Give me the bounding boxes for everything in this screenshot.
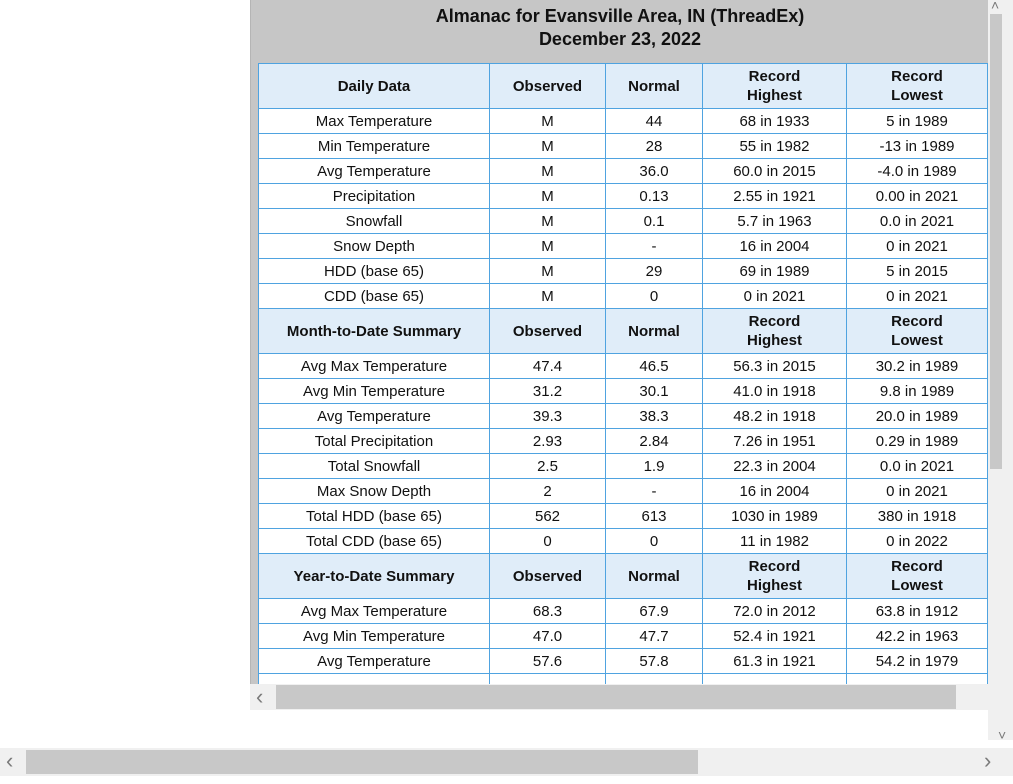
normal-cell: 0.1 (606, 209, 703, 234)
record-lowest-header-line-2: Lowest (891, 577, 943, 594)
normal-cell: 28 (606, 134, 703, 159)
page-scroll-left-arrow-icon[interactable]: ‹ (6, 748, 14, 773)
record-lowest-cell: -4.0 in 1989 (847, 159, 988, 184)
row-label: HDD (base 65) (259, 259, 490, 284)
record-lowest-cell: 42.2 in 1963 (847, 624, 988, 649)
normal-cell: 0 (606, 284, 703, 309)
observed-cell: 68.3 (490, 599, 606, 624)
record-lowest-cell: 0 in 2021 (847, 234, 988, 259)
table-row (259, 284, 988, 309)
scroll-down-arrow-icon[interactable]: ˅ (998, 727, 1007, 743)
record-lowest-header-line-1: Record (891, 313, 943, 330)
record-lowest-cell: 0 in 2021 (847, 479, 988, 504)
inner-scroll-left-arrow-icon[interactable]: ‹ (256, 684, 264, 709)
record-lowest-cell: 63.8 in 1912 (847, 599, 988, 624)
observed-cell: 31.2 (490, 379, 606, 404)
normal-cell: - (606, 234, 703, 259)
table-row (259, 504, 988, 529)
observed-cell: M (490, 284, 606, 309)
record-highest-cell: 1030 in 1989 (703, 504, 847, 529)
table-row (259, 159, 988, 184)
record-highest-cell: 41.0 in 1918 (703, 379, 847, 404)
record-highest-header-line-2: Highest (746, 87, 802, 104)
record-highest-cell: 0 in 2021 (703, 284, 847, 309)
observed-cell: 562 (490, 504, 606, 529)
table-row (259, 624, 988, 649)
record-lowest-header-line-2: Lowest (891, 87, 943, 104)
record-highest-cell: 60.0 in 2015 (703, 159, 847, 184)
record-lowest-cell: -13 in 1989 (847, 134, 988, 159)
record-highest-cell: 55 in 1982 (703, 134, 847, 159)
normal-header: Normal (606, 64, 703, 109)
row-label: Snowfall (259, 209, 490, 234)
page-scroll-right-arrow-icon[interactable]: › (984, 748, 992, 773)
record-highest-cell: 52.4 in 1921 (703, 624, 847, 649)
record-lowest-cell: 0.29 in 1989 (847, 429, 988, 454)
section-title: Year-to-Date Summary (259, 554, 490, 599)
observed-cell (490, 674, 606, 685)
normal-cell: 47.7 (606, 624, 703, 649)
record-highest-header-line-1: Record (748, 558, 801, 575)
section-header-row (259, 309, 988, 354)
record-highest-header (703, 554, 847, 599)
record-lowest-cell (847, 674, 988, 685)
observed-cell: 2 (490, 479, 606, 504)
row-label: Max Snow Depth (259, 479, 490, 504)
normal-cell: 36.0 (606, 159, 703, 184)
table-row (259, 674, 988, 685)
row-label: Min Temperature (259, 134, 490, 159)
row-label: Avg Min Temperature (259, 379, 490, 404)
table-row (259, 259, 988, 284)
record-lowest-cell: 0 in 2022 (847, 529, 988, 554)
row-label: Total Precipitation (259, 429, 490, 454)
normal-cell: 0 (606, 529, 703, 554)
record-highest-cell: 68 in 1933 (703, 109, 847, 134)
normal-cell: 29 (606, 259, 703, 284)
record-highest-cell: 5.7 in 1963 (703, 209, 847, 234)
record-lowest-cell: 0.0 in 2021 (847, 209, 988, 234)
observed-cell: M (490, 159, 606, 184)
record-highest-header-line-2: Highest (746, 332, 802, 349)
section-header-row (259, 64, 988, 109)
vertical-scrollbar[interactable] (988, 0, 1013, 743)
table-row (259, 529, 988, 554)
record-highest-cell (703, 674, 847, 685)
row-label: Avg Temperature (259, 404, 490, 429)
record-lowest-header-line-1: Record (891, 68, 943, 85)
row-label: Total CDD (base 65) (259, 529, 490, 554)
record-lowest-cell: 9.8 in 1989 (847, 379, 988, 404)
table-row (259, 109, 988, 134)
record-highest-cell: 2.55 in 1921 (703, 184, 847, 209)
observed-header: Observed (490, 554, 606, 599)
normal-cell: 30.1 (606, 379, 703, 404)
table-row (259, 599, 988, 624)
row-label: Total HDD (base 65) (259, 504, 490, 529)
record-lowest-header (847, 309, 988, 354)
page-horizontal-scrollbar[interactable] (0, 748, 1013, 776)
row-label: Avg Max Temperature (259, 354, 490, 379)
table-row (259, 479, 988, 504)
scroll-up-arrow-icon[interactable]: ˄ (991, 0, 1000, 13)
section-title: Daily Data (259, 64, 490, 109)
record-lowest-cell: 0 in 2021 (847, 284, 988, 309)
record-highest-cell: 48.2 in 1918 (703, 404, 847, 429)
record-highest-cell: 69 in 1989 (703, 259, 847, 284)
record-lowest-cell: 54.2 in 1979 (847, 649, 988, 674)
observed-cell: M (490, 234, 606, 259)
table-row (259, 184, 988, 209)
normal-cell: 613 (606, 504, 703, 529)
page-title (251, 0, 989, 53)
table-row (259, 209, 988, 234)
table-row (259, 429, 988, 454)
normal-cell: 0.13 (606, 184, 703, 209)
observed-cell: M (490, 184, 606, 209)
row-label: Avg Temperature (259, 159, 490, 184)
table-row (259, 379, 988, 404)
normal-cell: - (606, 479, 703, 504)
record-lowest-cell: 20.0 in 1989 (847, 404, 988, 429)
row-label: Total Snowfall (259, 454, 490, 479)
table-row (259, 234, 988, 259)
section-header-row (259, 554, 988, 599)
record-highest-cell: 61.3 in 1921 (703, 649, 847, 674)
almanac-table (258, 63, 988, 684)
record-highest-header (703, 64, 847, 109)
inner-horizontal-scroll-thumb[interactable] (276, 685, 956, 709)
normal-cell: 67.9 (606, 599, 703, 624)
record-highest-cell: 11 in 1982 (703, 529, 847, 554)
record-lowest-cell: 0.0 in 2021 (847, 454, 988, 479)
record-lowest-cell: 5 in 1989 (847, 109, 988, 134)
row-label: Snow Depth (259, 234, 490, 259)
record-lowest-cell: 30.2 in 1989 (847, 354, 988, 379)
observed-header: Observed (490, 309, 606, 354)
record-lowest-header (847, 64, 988, 109)
table-row (259, 649, 988, 674)
record-highest-cell: 72.0 in 2012 (703, 599, 847, 624)
record-highest-cell: 7.26 in 1951 (703, 429, 847, 454)
record-highest-header-line-1: Record (748, 68, 801, 85)
title-line-1: Almanac for Evansville Area, IN (ThreadEx) (435, 6, 805, 26)
row-label: Max Temperature (259, 109, 490, 134)
title-line-2: December 23, 2022 (538, 29, 702, 49)
observed-cell: 57.6 (490, 649, 606, 674)
record-lowest-cell: 380 in 1918 (847, 504, 988, 529)
normal-cell (606, 674, 703, 685)
normal-cell: 57.8 (606, 649, 703, 674)
record-highest-cell: 16 in 2004 (703, 479, 847, 504)
observed-cell: 39.3 (490, 404, 606, 429)
record-highest-header (703, 309, 847, 354)
record-lowest-header (847, 554, 988, 599)
observed-cell: 2.5 (490, 454, 606, 479)
row-label: Precipitation (259, 184, 490, 209)
table-row (259, 134, 988, 159)
record-highest-cell: 56.3 in 2015 (703, 354, 847, 379)
normal-cell: 1.9 (606, 454, 703, 479)
observed-cell: 0 (490, 529, 606, 554)
row-label: Avg Min Temperature (259, 624, 490, 649)
vertical-scroll-thumb[interactable] (990, 14, 1002, 469)
record-highest-cell: 22.3 in 2004 (703, 454, 847, 479)
record-lowest-cell: 0.00 in 2021 (847, 184, 988, 209)
record-lowest-header-line-2: Lowest (891, 332, 943, 349)
observed-cell: 47.4 (490, 354, 606, 379)
observed-cell: M (490, 134, 606, 159)
section-title: Month-to-Date Summary (259, 309, 490, 354)
row-label: CDD (base 65) (259, 284, 490, 309)
almanac-viewport (250, 0, 989, 684)
observed-header: Observed (490, 64, 606, 109)
table-row (259, 354, 988, 379)
normal-header: Normal (606, 309, 703, 354)
row-label: Avg Max Temperature (259, 599, 490, 624)
record-lowest-cell: 5 in 2015 (847, 259, 988, 284)
row-label: Avg Temperature (259, 649, 490, 674)
normal-cell: 38.3 (606, 404, 703, 429)
observed-cell: M (490, 109, 606, 134)
record-highest-cell: 16 in 2004 (703, 234, 847, 259)
normal-cell: 44 (606, 109, 703, 134)
observed-cell: M (490, 259, 606, 284)
observed-cell: 47.0 (490, 624, 606, 649)
row-label (259, 674, 490, 685)
table-row (259, 454, 988, 479)
normal-cell: 46.5 (606, 354, 703, 379)
record-highest-header-line-1: Record (748, 313, 801, 330)
page-horizontal-scroll-thumb[interactable] (26, 750, 698, 774)
table-row (259, 404, 988, 429)
inner-horizontal-scrollbar[interactable] (250, 684, 988, 710)
normal-header: Normal (606, 554, 703, 599)
record-highest-header-line-2: Highest (746, 577, 802, 594)
observed-cell: M (490, 209, 606, 234)
observed-cell: 2.93 (490, 429, 606, 454)
record-lowest-header-line-1: Record (891, 558, 943, 575)
normal-cell: 2.84 (606, 429, 703, 454)
